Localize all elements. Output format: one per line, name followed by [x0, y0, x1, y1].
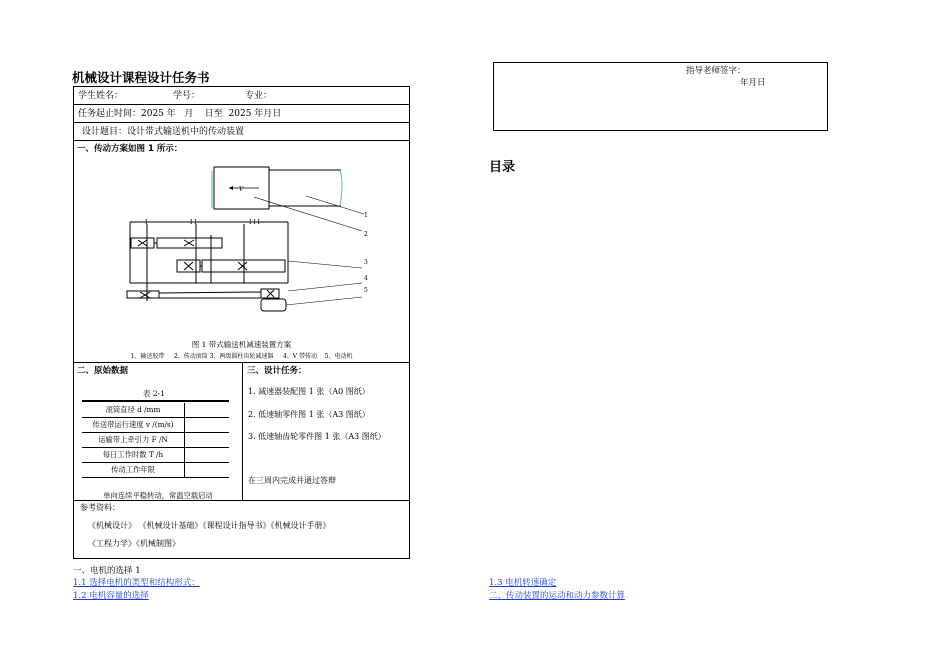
table-note: 单向连续平稳转动，常温空载启动 — [103, 491, 213, 500]
table-row — [82, 433, 229, 448]
scheme-section — [74, 141, 409, 363]
sign-date-label: 年月日 — [740, 78, 766, 88]
callout-3: 3 — [364, 259, 368, 266]
row-label: 运输带上牵引力 F /N — [82, 433, 185, 448]
period-row — [74, 105, 409, 123]
figure-legend: 1、输送胶带 2、传动滚筒 3、两级圆柱齿轮减速器 4、V 带传动 5、电动机 — [130, 353, 353, 360]
table-row — [82, 418, 229, 433]
row-value[interactable] — [185, 418, 230, 433]
toc-link-motor-type[interactable]: 1.1 选择电机的类型和结构形式： — [73, 578, 200, 588]
table-row — [82, 463, 229, 478]
topic-text: 设计题目：设计带式输送机中的传动装置 — [82, 127, 245, 137]
toc-link-motor-capacity[interactable]: 1.2 电机容量的选择 — [73, 591, 149, 601]
row-value[interactable] — [185, 463, 230, 478]
data-table — [82, 403, 229, 478]
velocity-label: V — [239, 186, 244, 193]
callout-2: 2 — [364, 231, 368, 238]
student-id-label: 学号： — [173, 91, 201, 101]
shaft-label-3: I I I — [249, 219, 260, 226]
references-section — [74, 501, 409, 559]
row-label: 传动工作年限 — [82, 463, 185, 478]
row-label: 滚筒直径 d /mm — [82, 403, 185, 418]
row-label: 每日工作时数 T /h — [82, 448, 185, 463]
table-row — [82, 448, 229, 463]
student-name-label: 学生姓名： — [78, 91, 124, 101]
table-row — [82, 403, 229, 418]
table-title: 表 2-1 — [143, 389, 165, 398]
period-text: 任务起止时间：2025 年 月 日至 2025 年月日 — [78, 109, 282, 119]
page-title: 机械设计课程设计任务书 — [72, 70, 210, 85]
toc-link-transmission-params[interactable]: 二、传动装置的运动和动力参数计算 — [489, 591, 626, 601]
references-line-2: 《工程力学》《机械制图》 — [88, 539, 180, 548]
shaft-label-1: I — [145, 219, 148, 226]
section-heading-scheme: 一、传动方案如图 1 所示： — [77, 144, 183, 154]
task-3: 3. 低速轴齿轮零件图 1 张（A3 图纸） — [248, 432, 386, 441]
major-label: 专业： — [245, 91, 273, 101]
table-top-rule — [82, 400, 229, 402]
transmission-diagram — [74, 141, 409, 363]
references-line-1: 《机械设计》 《机械设计基础》《课程设计指导书》《机械设计手册》 — [88, 521, 331, 530]
column-divider — [242, 363, 243, 500]
callout-4: 4 — [364, 275, 368, 282]
shaft-label-2: I I — [190, 219, 197, 226]
task-2: 2. 低速轴零件图 1 张（A3 图纸） — [248, 410, 370, 419]
supervisor-sign-label: 指导老师签字： — [686, 66, 746, 76]
row-label: 传送带运行速度 v /(m/s) — [82, 418, 185, 433]
signature-box — [493, 62, 828, 131]
deadline-text: 在三周内完成并通过答辩 — [248, 476, 336, 485]
task-form — [73, 86, 410, 559]
task-1: 1. 减速器装配图 1 张（A0 图纸） — [248, 387, 370, 396]
toc-title: 目录 — [489, 160, 516, 175]
toc-entry-motor-selection: 一、电机的选择 1 — [73, 566, 141, 576]
row-value[interactable] — [185, 403, 230, 418]
callout-1: 1 — [364, 212, 368, 219]
section-heading-tasks: 三、设计任务： — [247, 366, 307, 376]
toc-link-motor-speed[interactable]: 1.3 电机转速确定 — [489, 578, 557, 588]
row-value[interactable] — [185, 433, 230, 448]
callout-5: 5 — [364, 287, 368, 294]
row-value[interactable] — [185, 448, 230, 463]
figure-caption: 图 1 带式输送机减速装置方案 — [191, 340, 292, 349]
topic-row — [74, 123, 409, 141]
student-info-row — [74, 87, 409, 105]
section-heading-data: 二、原始数据 — [77, 366, 129, 376]
data-tasks-row — [74, 363, 409, 501]
references-label: 参考资料： — [80, 503, 120, 512]
